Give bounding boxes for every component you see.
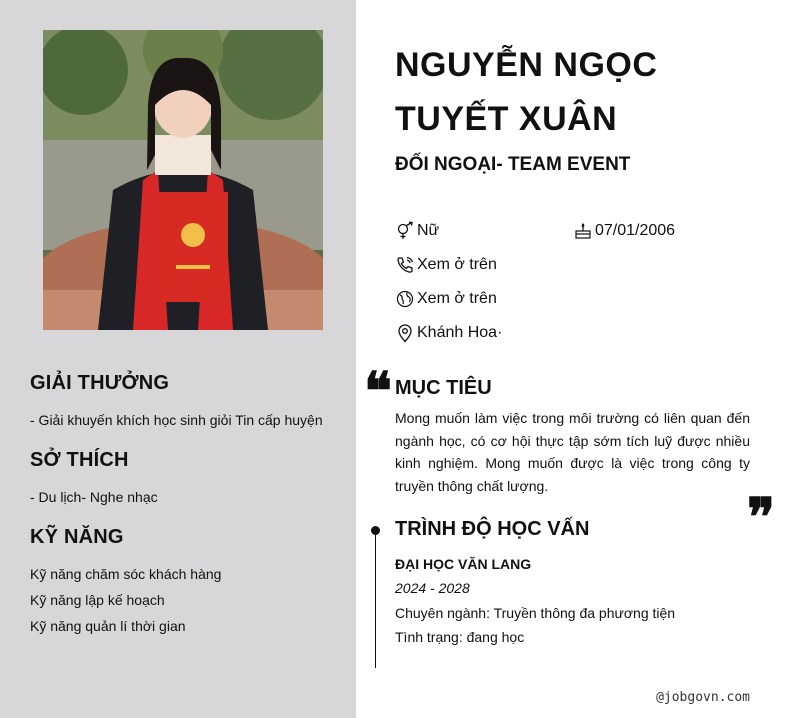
cake-icon (573, 221, 593, 241)
major: Chuyên ngành: Truyền thông đa phương tiện (395, 605, 676, 621)
watermark: @jobgovn.com (656, 690, 750, 705)
skill-item: Kỹ năng lập kế hoạch (30, 592, 165, 608)
email-row (395, 289, 497, 309)
left-sidebar (0, 0, 356, 718)
name-line-1: NGUYỄN NGỌC (395, 46, 658, 84)
name-line-2: TUYẾT XUÂN (395, 100, 618, 138)
objective-text: Mong muốn làm việc trong môi trường có liên quan đến ngành học, có cơ hội thực tập sớm tích luỹ được nhiều kinh nghiệm. Mong muốn được là việc trong công ty truyền thông chất lượng. (395, 410, 750, 494)
study-status: Tình trạng: đang học (395, 629, 525, 645)
hobbies-section (30, 449, 350, 510)
email-value: Xem ở trên (417, 290, 497, 307)
address-value: Khánh Hoa· (417, 324, 503, 341)
full-name (395, 38, 775, 146)
close-quote-icon: ❞ (747, 487, 775, 548)
timeline-dot (371, 526, 380, 535)
main-content (356, 0, 790, 718)
timeline-line (375, 530, 376, 668)
gender-icon (395, 221, 415, 241)
address-row (395, 323, 502, 343)
hobby-item: - Du lịch- Nghe nhạc (30, 489, 158, 505)
awards-section (30, 372, 350, 433)
skill-item: Kỹ năng quản lí thời gian (30, 618, 186, 634)
profile-photo (43, 30, 323, 330)
skill-item: Kỹ năng chăm sóc khách hàng (30, 566, 222, 582)
dob-row (573, 221, 675, 241)
gender-row (395, 221, 439, 241)
skills-section (30, 526, 350, 639)
phone-row (395, 255, 497, 275)
gender-value: Nữ (417, 222, 440, 239)
dob-value: 07/01/2006 (595, 222, 676, 239)
hobbies-title: SỞ THÍCH (30, 449, 129, 471)
skills-title: KỸ NĂNG (30, 526, 124, 548)
school-name: ĐẠI HỌC VĂN LANG (395, 556, 532, 572)
phone-icon (395, 255, 415, 275)
job-role: ĐỐI NGOẠI- TEAM EVENT (395, 154, 631, 175)
study-years: 2024 - 2028 (395, 580, 470, 596)
objective-title: MỤC TIÊU (395, 377, 492, 399)
awards-title: GIẢI THƯỞNG (30, 372, 170, 394)
award-item: - Giải khuyến khích học sinh giỏi Tin cấp huyện (30, 412, 323, 428)
location-pin-icon (395, 323, 415, 343)
education-title: TRÌNH ĐỘ HỌC VẤN (395, 518, 590, 540)
open-quote-icon: ❝ (364, 361, 392, 422)
phone-value: Xem ở trên (417, 256, 497, 273)
globe-icon (395, 289, 415, 309)
